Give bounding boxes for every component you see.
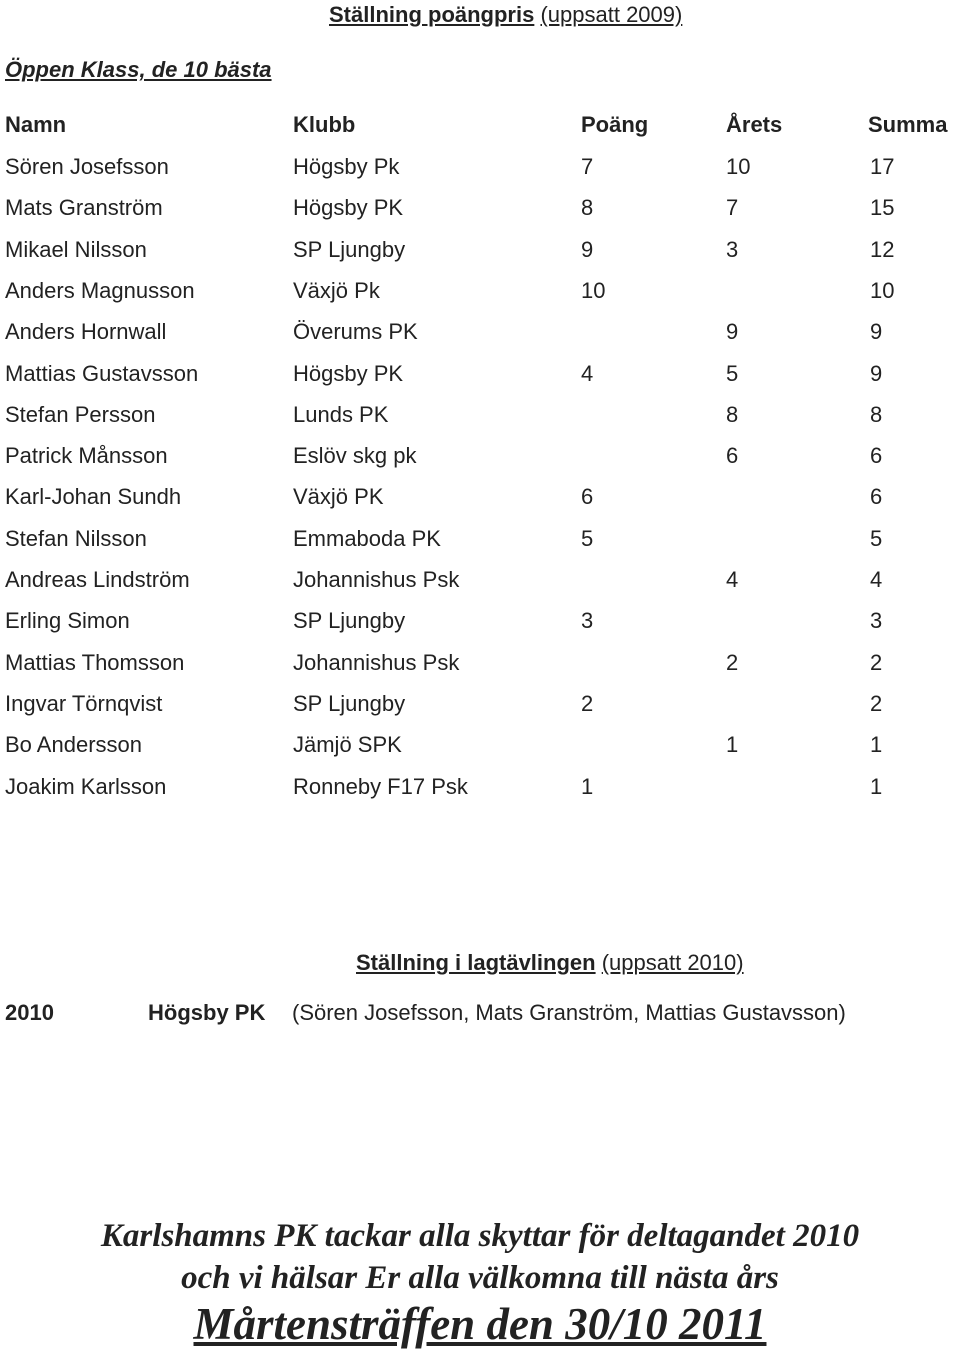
- team-year: 2010: [5, 1000, 54, 1025]
- cell-name: Ingvar Törnqvist: [5, 690, 163, 716]
- cell-sum: 3: [870, 608, 883, 634]
- cell-sum: 12: [870, 236, 895, 262]
- cell-name: Stefan Nilsson: [5, 525, 147, 551]
- cell-year: 3: [726, 236, 739, 262]
- cell-club: SP Ljungby: [293, 608, 406, 634]
- team-title-bold: Ställning i lagtävlingen: [356, 950, 596, 975]
- cell-name: Sören Josefsson: [5, 154, 169, 179]
- cell-name: Anders Hornwall: [5, 319, 167, 345]
- cell-club: Högsby PK: [293, 195, 404, 221]
- team-members: (Sören Josefsson, Mats Granström, Mattias Gustavsson): [292, 1000, 846, 1025]
- cell-sum: 5: [870, 525, 883, 551]
- cell-club: Johannishus Psk: [293, 567, 460, 592]
- header-points: Poäng: [581, 112, 649, 137]
- cell-name: Andreas Lindström: [5, 567, 190, 592]
- cell-name: Mats Granström: [5, 195, 163, 221]
- header-name: Namn: [5, 112, 67, 137]
- cell-club: Emmaboda PK: [293, 525, 441, 551]
- cell-points: 8: [581, 195, 594, 221]
- cell-name: Mattias Gustavsson: [5, 360, 199, 386]
- table-row: [0, 608, 960, 638]
- header-club: Klubb: [293, 112, 356, 137]
- cell-year: 6: [726, 443, 739, 469]
- table-row: [0, 319, 960, 349]
- cell-year: 5: [726, 360, 739, 386]
- cell-club: Lunds PK: [293, 401, 389, 427]
- cell-sum: 6: [870, 443, 883, 469]
- cell-sum: 1: [870, 773, 883, 799]
- cell-sum: 6: [870, 484, 883, 510]
- class-heading: Öppen Klass, de 10 bästa: [5, 57, 272, 82]
- cell-sum: 10: [870, 277, 895, 303]
- cell-year: 7: [726, 195, 739, 221]
- cell-name: Karl-Johan Sundh: [5, 484, 182, 510]
- cell-club: SP Ljungby: [293, 236, 406, 262]
- cell-sum: 4: [870, 567, 883, 592]
- cell-name: Mikael Nilsson: [5, 236, 147, 262]
- table-row: [0, 691, 960, 721]
- footer-line-1: Karlshamns PK tackar alla skyttar för deltagandet 2010: [100, 1218, 860, 1254]
- cell-points: 1: [581, 773, 594, 799]
- cell-year: 8: [726, 401, 739, 427]
- title-bold: Ställning poängpris: [329, 2, 535, 27]
- table-row: [0, 650, 960, 680]
- header-sum: Summa: [868, 112, 948, 137]
- cell-sum: 1: [870, 732, 883, 758]
- cell-year: 9: [726, 319, 739, 345]
- cell-name: Stefan Persson: [5, 401, 156, 427]
- cell-points: 5: [581, 525, 594, 551]
- team-title-note: (uppsatt 2010): [601, 950, 744, 975]
- table-row: [0, 237, 960, 267]
- cell-sum: 9: [870, 360, 883, 386]
- page-title: [329, 2, 682, 28]
- cell-name: Erling Simon: [5, 608, 130, 634]
- cell-sum: 9: [870, 319, 883, 345]
- cell-name: Joakim Karlsson: [5, 773, 167, 799]
- cell-points: 9: [581, 236, 594, 262]
- cell-club: Jämjö SPK: [293, 732, 402, 758]
- cell-name: Patrick Månsson: [5, 443, 168, 469]
- cell-club: Högsby Pk: [293, 154, 400, 179]
- cell-name: Bo Andersson: [5, 732, 142, 758]
- team-title: [356, 950, 744, 976]
- cell-points: 7: [581, 154, 594, 179]
- cell-club: Växjö PK: [293, 484, 384, 510]
- cell-points: 10: [581, 277, 606, 303]
- cell-sum: 2: [870, 649, 883, 675]
- cell-club: Ronneby F17 Psk: [293, 773, 468, 799]
- table-row: [0, 774, 960, 804]
- table-row: [0, 567, 960, 597]
- table-row: [0, 278, 960, 308]
- cell-sum: 8: [870, 401, 883, 427]
- cell-sum: 2: [870, 690, 883, 716]
- cell-points: 2: [581, 690, 594, 716]
- table-row: [0, 402, 960, 432]
- table-row: [0, 195, 960, 225]
- table-row: [0, 732, 960, 762]
- table-row: [0, 361, 960, 391]
- cell-sum: 17: [870, 154, 895, 179]
- cell-club: Överums PK: [293, 319, 418, 345]
- cell-name: Mattias Thomsson: [5, 649, 185, 675]
- cell-club: SP Ljungby: [293, 690, 406, 716]
- cell-club: Växjö Pk: [293, 277, 380, 303]
- table-row: [0, 443, 960, 473]
- team-club: Högsby PK: [148, 1000, 266, 1025]
- cell-club: Högsby PK: [293, 360, 404, 386]
- cell-points: 3: [581, 608, 594, 634]
- cell-club: Johannishus Psk: [293, 649, 460, 675]
- table-header: [0, 112, 960, 142]
- cell-name: Anders Magnusson: [5, 277, 195, 303]
- footer-line-2: och vi hälsar Er alla välkomna till nästa års: [181, 1260, 779, 1296]
- header-year: Årets: [726, 112, 783, 137]
- cell-year: 4: [726, 567, 739, 592]
- cell-year: 1: [726, 732, 739, 758]
- table-row: [0, 484, 960, 514]
- table-row: [0, 526, 960, 556]
- title-note: (uppsatt 2009): [540, 2, 683, 27]
- footer-line-3: Mårtensträffen den 30/10 2011: [193, 1299, 767, 1349]
- table-row: [0, 154, 960, 184]
- cell-sum: 15: [870, 195, 895, 221]
- cell-points: 4: [581, 360, 594, 386]
- cell-points: 6: [581, 484, 594, 510]
- cell-year: 10: [726, 154, 751, 179]
- cell-year: 2: [726, 649, 739, 675]
- cell-club: Eslöv skg pk: [293, 443, 417, 469]
